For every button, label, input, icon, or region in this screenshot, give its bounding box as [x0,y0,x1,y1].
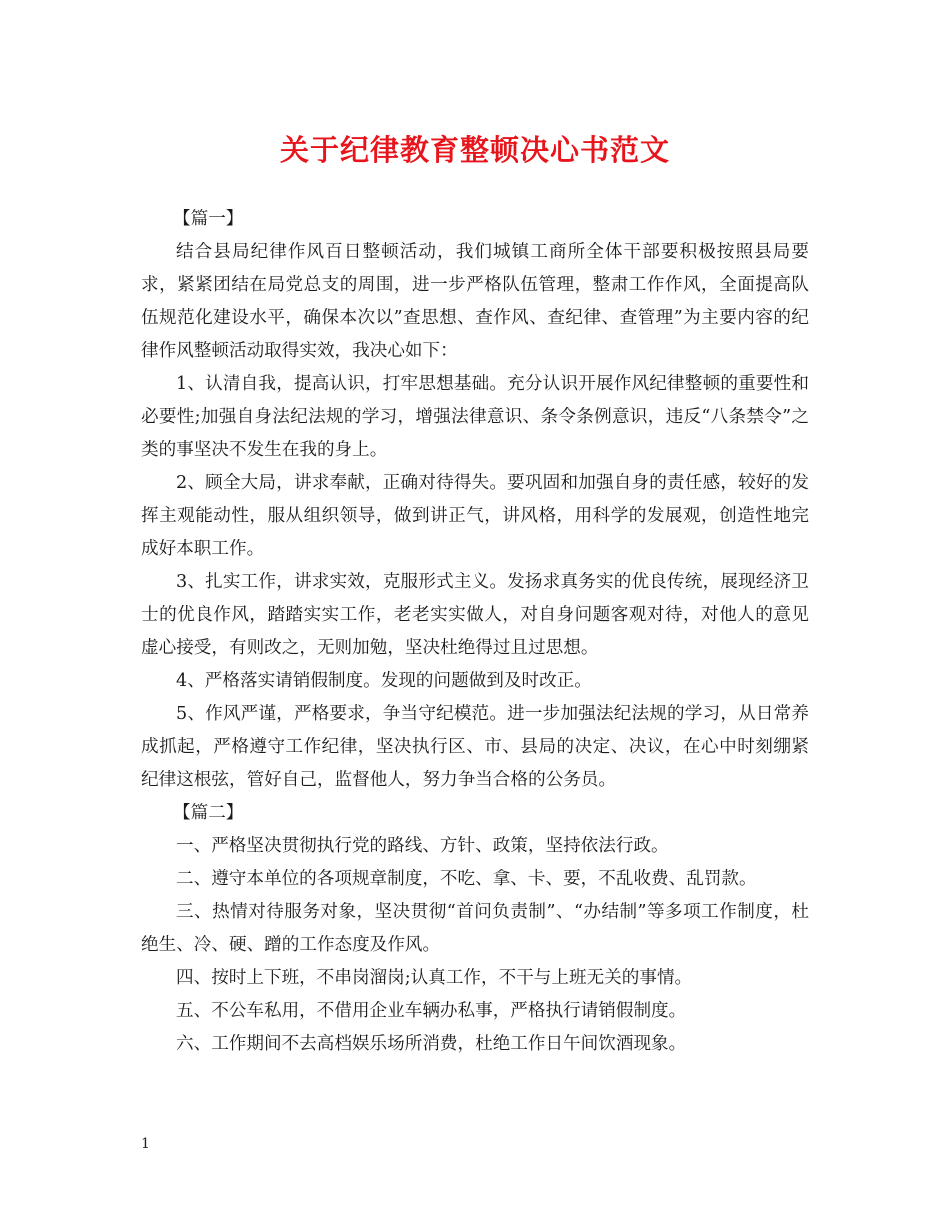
section-label-1: 【篇一】 [173,209,244,229]
paragraph: 2、顾全大局，讲求奉献，正确对待得失。要巩固和加强自身的责任感，较好的发挥主观能动性，服从组织领导，做到讲正气，讲风格，用科学的发展观，创造性地完成好本职工作。 [141,473,809,559]
document-body [141,203,809,1061]
document-title: 关于纪律教育整顿决心书范文 [279,133,670,167]
paragraph: 五、不公车私用，不借用企业车辆办私事，严格执行请销假制度。 [176,1001,687,1021]
paragraph: 3、扎实工作，讲求实效，克服形式主义。发扬求真务实的优良传统，展现经济卫士的优良作风，踏踏实实工作，老老实实做人，对自身问题客观对待，对他人的意见虚心接受，有则改之，无则加勉，坚决杜绝得过且过思想。 [141,572,809,658]
paragraph: 一、严格坚决贯彻执行党的路线、方针、政策，坚持依法行政。 [176,836,669,856]
paragraph: 二、遵守本单位的各项规章制度，不吃、拿、卡、要，不乱收费、乱罚款。 [176,869,757,889]
page-number: 1 [141,1136,150,1152]
paragraph: 5、作风严谨，严格要求，争当守纪模范。进一步加强法纪法规的学习，从日常养成抓起，严格遵守工作纪律，坚决执行区、市、县局的决定、决议，在心中时刻绷紧纪律这根弦，管好自己，监督他人，努力争当合格的公务员。 [141,704,809,790]
paragraph: 六、工作期间不去高档娱乐场所消费，杜绝工作日午间饮酒现象。 [176,1034,687,1054]
paragraph: 1、认清自我，提高认识，打牢思想基础。充分认识开展作风纪律整顿的重要性和必要性;加强自身法纪法规的学习，增强法律意识、条令条例意识，违反“八条禁令”之类的事坚决不发生在我的身上。 [141,374,809,460]
paragraph: 三、热情对待服务对象，坚决贯彻“首问负责制”、“办结制”等多项工作制度，杜绝生、冷、硬、蹭的工作态度及作风。 [141,902,809,955]
paragraph: 四、按时上下班，不串岗溜岗;认真工作，不干与上班无关的事情。 [176,968,693,988]
section-label-2: 【篇二】 [173,803,244,823]
paragraph: 结合县局纪律作风百日整顿活动，我们城镇工商所全体干部要积极按照县局要求，紧紧团结在局党总支的周围，进一步严格队伍管理，整肃工作作风，全面提高队伍规范化建设水平，确保本次以”查思想、查作风、查纪律、查管理”为主要内容的纪律作风整顿活动取得实效，我决心如下： [141,242,809,361]
paragraph: 4、严格落实请销假制度。发现的问题做到及时改正。 [176,671,592,691]
